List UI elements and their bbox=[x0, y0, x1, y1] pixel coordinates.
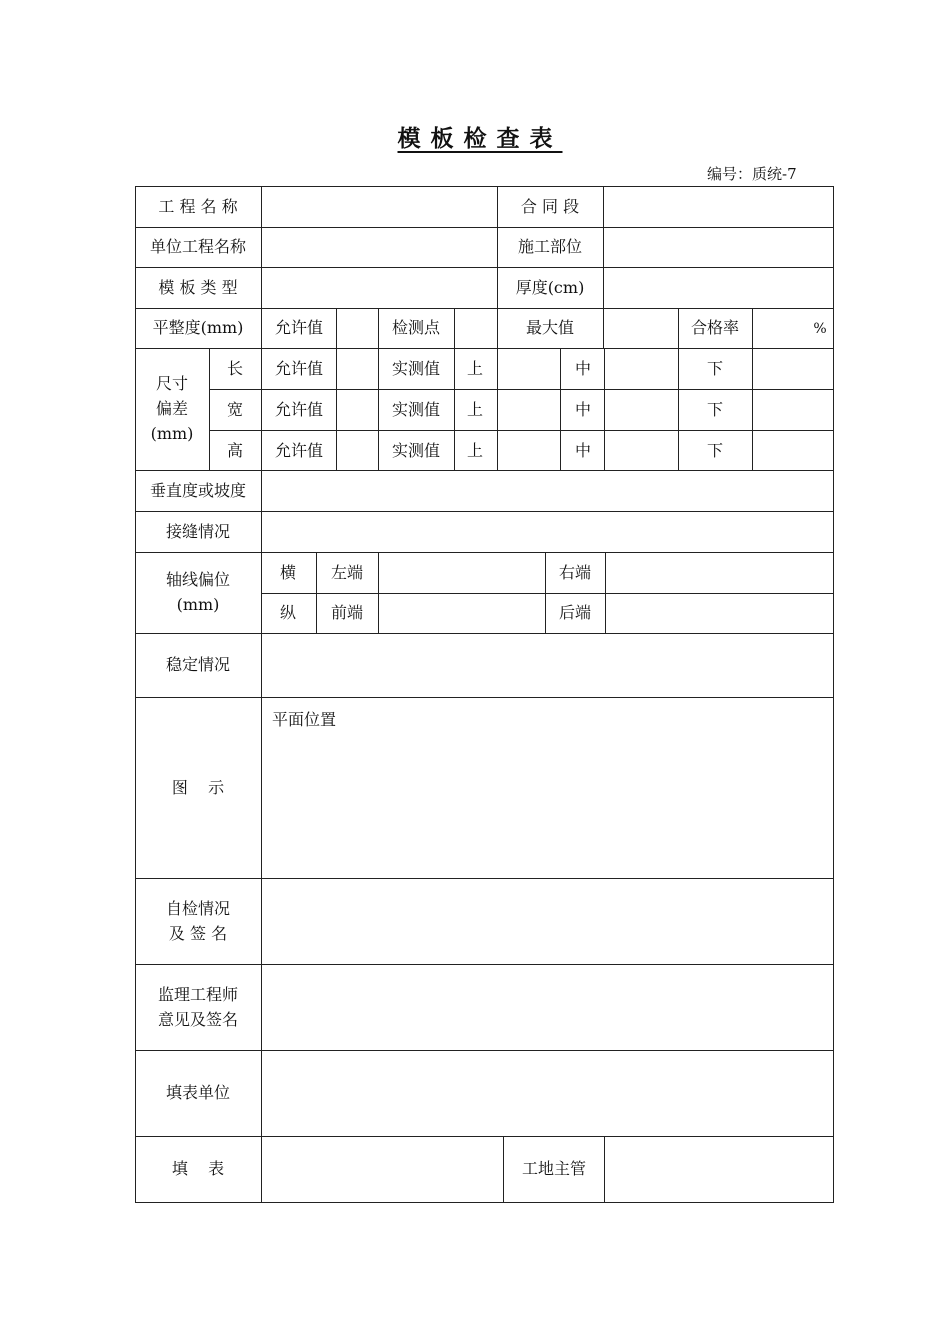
label-rear-end: 后端 bbox=[558, 603, 592, 622]
label-measured: 实测值 bbox=[391, 441, 441, 460]
label-top: 上 bbox=[466, 441, 484, 460]
label-unit-project-name: 单位工程名称 bbox=[149, 237, 247, 256]
label-allowed: 允许值 bbox=[274, 441, 324, 460]
label-middle: 中 bbox=[574, 359, 592, 378]
label-check-points: 检测点 bbox=[391, 318, 441, 337]
label-site-manager: 工地主管 bbox=[521, 1159, 587, 1178]
label-left-end: 左端 bbox=[330, 563, 364, 582]
label-construction-part: 施工部位 bbox=[517, 237, 583, 256]
label-supervisor-line1: 监理工程师 bbox=[157, 985, 239, 1004]
label-flatness: 平整度(mm) bbox=[152, 318, 244, 337]
label-percent: % bbox=[813, 321, 827, 337]
label-pass-rate: 合格率 bbox=[690, 318, 740, 337]
label-supervisor-line2: 意见及签名 bbox=[157, 1010, 239, 1029]
label-plan-position: 平面位置 bbox=[271, 710, 337, 729]
label-bottom: 下 bbox=[706, 359, 724, 378]
label-max-value: 最大值 bbox=[525, 318, 575, 337]
label-joints: 接缝情况 bbox=[165, 522, 231, 541]
label-diagram: 图 示 bbox=[171, 778, 225, 797]
label-size-line1: 尺寸 bbox=[155, 374, 189, 393]
label-dim-height: 高 bbox=[226, 441, 244, 460]
label-measured: 实测值 bbox=[391, 359, 441, 378]
label-bottom: 下 bbox=[706, 441, 724, 460]
label-top: 上 bbox=[466, 359, 484, 378]
label-stability: 稳定情况 bbox=[165, 655, 231, 674]
label-project-name: 工 程 名 称 bbox=[158, 197, 238, 216]
label-middle: 中 bbox=[574, 400, 592, 419]
label-front-end: 前端 bbox=[330, 603, 364, 622]
label-measured: 实测值 bbox=[391, 400, 441, 419]
label-allowed: 允许值 bbox=[274, 400, 324, 419]
page-title: 模板检查表 bbox=[397, 125, 563, 152]
form-code: 编号：质统-7 bbox=[707, 165, 797, 183]
label-filling-unit: 填表单位 bbox=[165, 1083, 231, 1102]
label-vertical: 纵 bbox=[279, 603, 297, 622]
label-self-check-line1: 自检情况 bbox=[165, 899, 231, 918]
label-size-line2: 偏差 bbox=[155, 399, 189, 418]
label-self-check-line2: 及 签 名 bbox=[168, 924, 228, 943]
label-right-end: 右端 bbox=[558, 563, 592, 582]
label-axis-offset-line2: (mm) bbox=[176, 595, 220, 614]
label-contract-section: 合 同 段 bbox=[520, 197, 580, 216]
label-axis-offset-line1: 轴线偏位 bbox=[165, 570, 231, 589]
label-bottom: 下 bbox=[706, 400, 724, 419]
label-size-line3: (mm) bbox=[150, 424, 194, 443]
label-middle: 中 bbox=[574, 441, 592, 460]
label-horizontal: 横 bbox=[279, 563, 297, 582]
label-dim-width: 宽 bbox=[226, 400, 244, 419]
label-thickness: 厚度(cm) bbox=[515, 278, 585, 297]
label-allowed: 允许值 bbox=[274, 359, 324, 378]
label-top: 上 bbox=[466, 400, 484, 419]
label-filler: 填 表 bbox=[171, 1159, 225, 1178]
label-flatness-allowed: 允许值 bbox=[274, 318, 324, 337]
label-dim-length: 长 bbox=[226, 359, 244, 378]
label-formwork-type: 模 板 类 型 bbox=[158, 278, 238, 297]
label-verticality: 垂直度或坡度 bbox=[149, 481, 247, 500]
